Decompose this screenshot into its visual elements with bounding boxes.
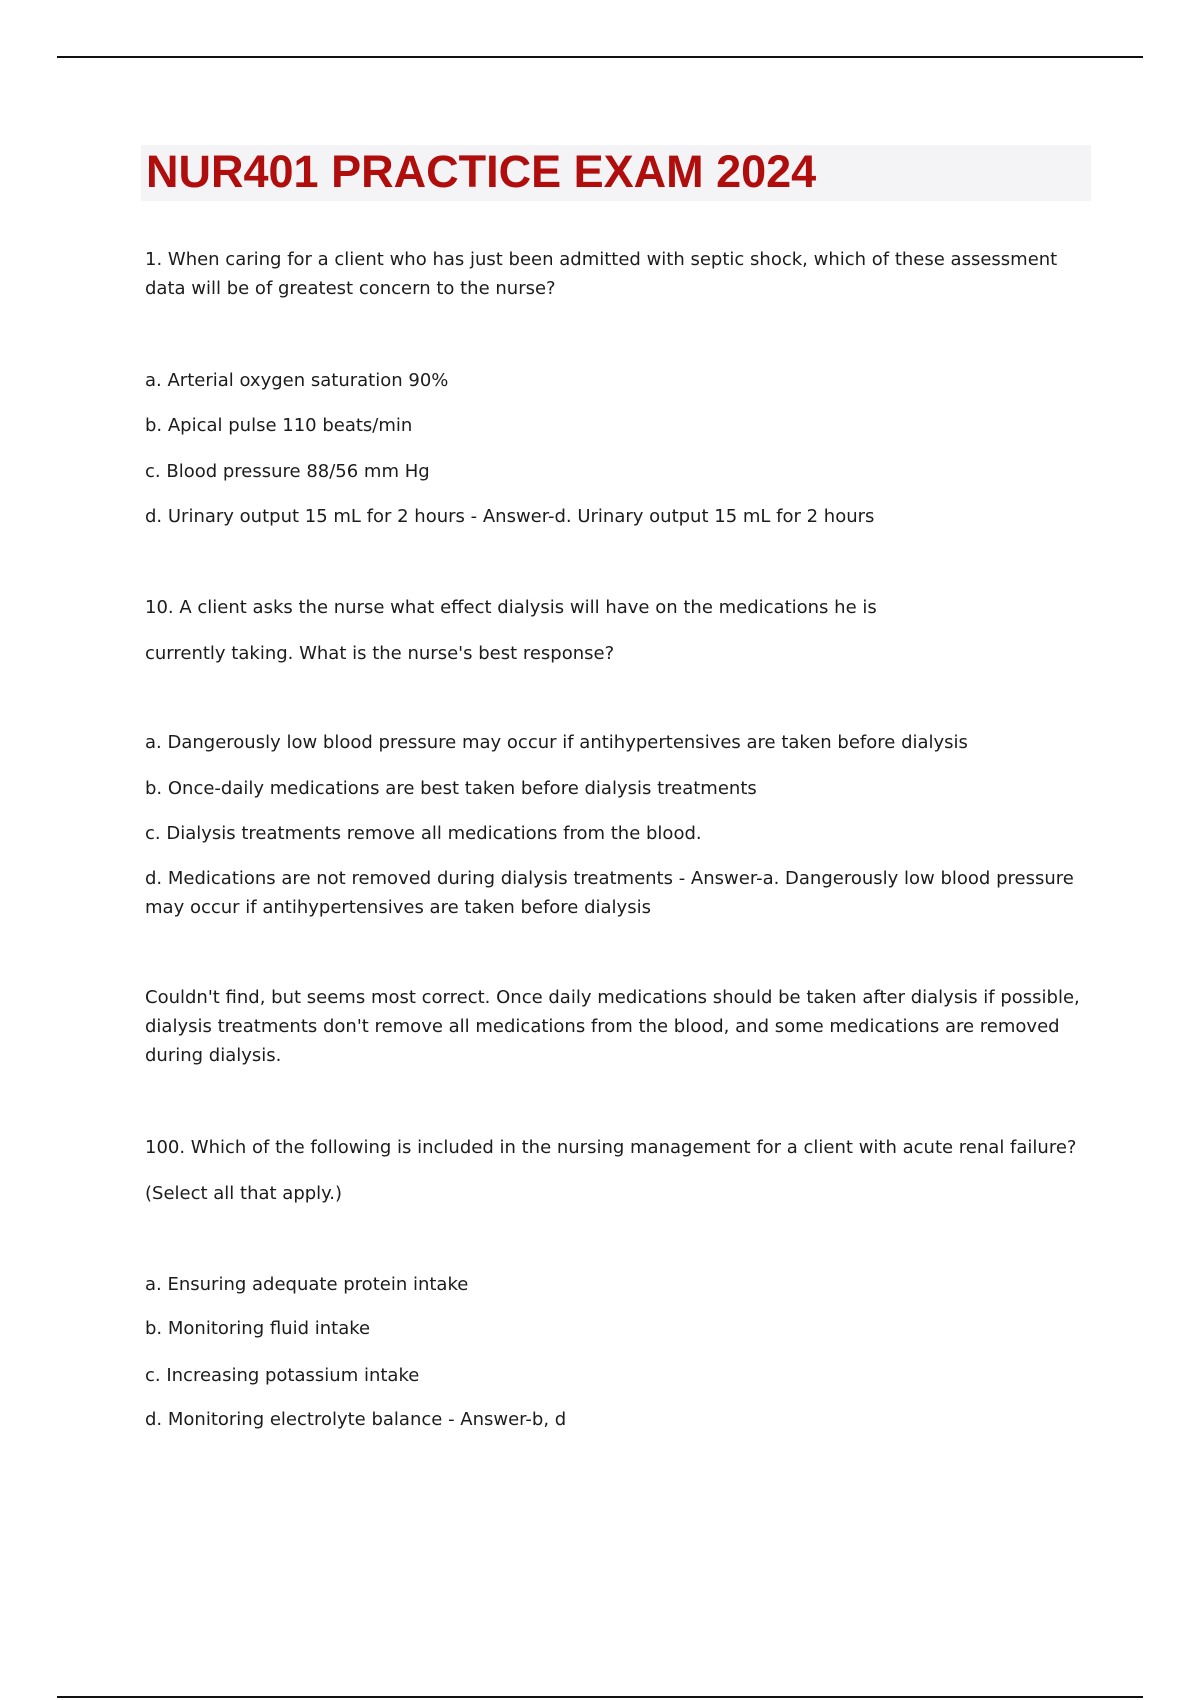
top-rule [57, 56, 1143, 58]
question-10-note: Couldn't find, but seems most correct. Once daily medications should be taken after dialysis if possible, dialysis treatments don't remove all medications from the blood, and some medications are removed during dialysis. [145, 987, 1080, 1066]
question-1-text: 1. When caring for a client who has just been admitted with septic shock, which of these assessment data will be of greatest concern to the nurse? [145, 249, 1058, 299]
question-10-option-d: d. Medications are not removed during dialysis treatments - Answer-a. Dangerously low blood pressure may occur if antihypertensives are taken before dialysis [145, 868, 1074, 918]
question-100-text-line2: (Select all that apply.) [145, 1183, 343, 1204]
question-100-option-c: c. Increasing potassium intake [145, 1365, 420, 1386]
question-1-option-b: b. Apical pulse 110 beats/min [145, 415, 413, 436]
question-100-option-b: b. Monitoring fluid intake [145, 1318, 371, 1339]
question-10-option-c: c. Dialysis treatments remove all medications from the blood. [145, 823, 702, 844]
page-title: NUR401 PRACTICE EXAM 2024 [146, 146, 817, 197]
question-100-option-a: a. Ensuring adequate protein intake [145, 1274, 469, 1295]
question-10-text-line2: currently taking. What is the nurse's best response? [145, 643, 615, 664]
bottom-rule [57, 1696, 1143, 1698]
question-1-option-a: a. Arterial oxygen saturation 90% [145, 370, 449, 391]
question-10-option-a: a. Dangerously low blood pressure may occur if antihypertensives are taken before dialysis [145, 732, 968, 753]
question-10-text-line1: 10. A client asks the nurse what effect dialysis will have on the medications he is [145, 597, 877, 618]
question-100-text-line1: 100. Which of the following is included in the nursing management for a client with acute renal failure? [145, 1137, 1077, 1158]
question-100-option-d: d. Monitoring electrolyte balance - Answer-b, d [145, 1409, 567, 1430]
question-1-option-c: c. Blood pressure 88/56 mm Hg [145, 461, 430, 482]
question-1-option-d: d. Urinary output 15 mL for 2 hours - Answer-d. Urinary output 15 mL for 2 hours [145, 506, 875, 527]
question-10-option-b: b. Once-daily medications are best taken before dialysis treatments [145, 778, 757, 799]
